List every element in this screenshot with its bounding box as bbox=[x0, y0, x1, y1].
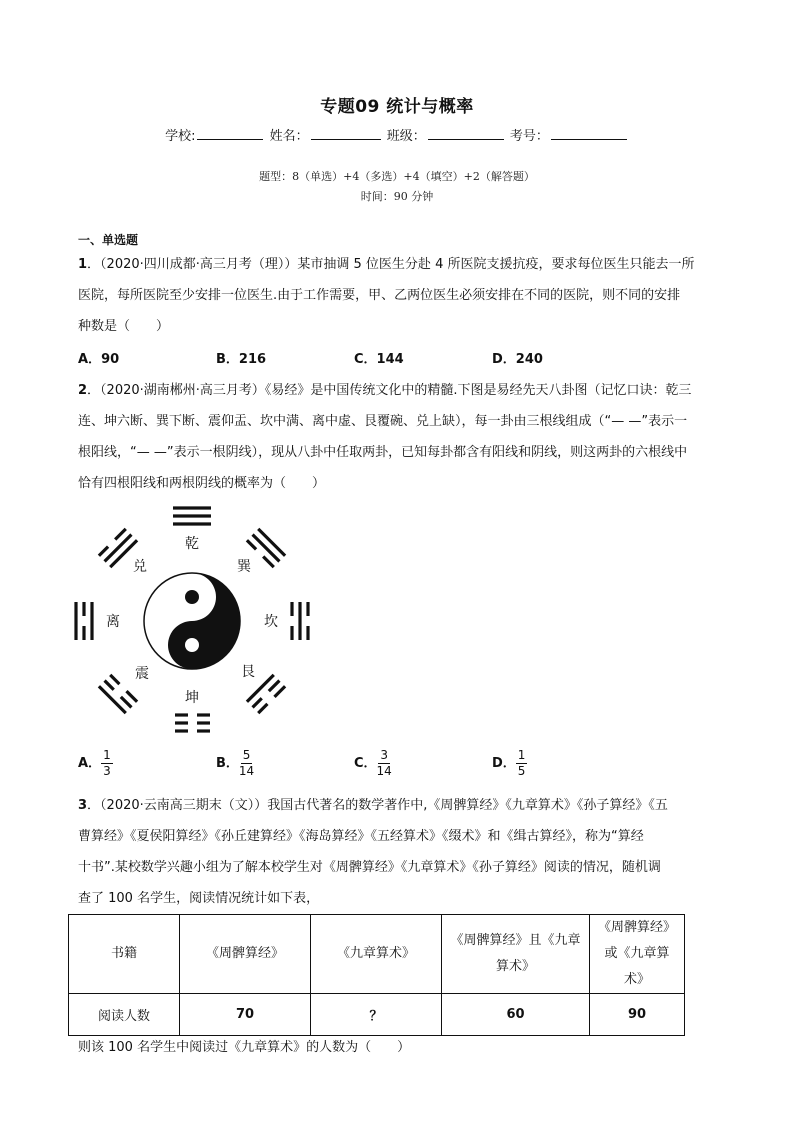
trigram-dui-lines bbox=[99, 529, 137, 567]
school-label: 学校: bbox=[165, 129, 196, 144]
section-title: 一、单选题 bbox=[78, 233, 139, 247]
question-3-line-3: 十书”.某校数学兴趣小组为了解本校学生对《周髀算经》《九章算术》《孙子算经》阅读的情况，随机调 bbox=[78, 860, 661, 875]
question-types: 题型：8（单选）+4（多选）+4（填空）+2（解答题） bbox=[259, 170, 535, 183]
question-2-line-2: 连、坤六断、巽下断、震仰盂、坎中满、离中虚、艮覆碗、兑上缺），每一卦由三根线组成（“— —”表示一 bbox=[78, 414, 688, 429]
student-info-line bbox=[0, 125, 794, 144]
trigram-qian-lines bbox=[173, 508, 211, 524]
table-row-label: 阅读人数 bbox=[69, 994, 180, 1036]
question-1-line-3: 种数是（ ） bbox=[78, 319, 170, 334]
trigram-label-gen: 艮 bbox=[241, 664, 255, 680]
question-1 bbox=[78, 249, 718, 342]
exam-no-blank[interactable] bbox=[551, 127, 627, 140]
question-2 bbox=[78, 375, 718, 499]
exam-time: 时间：90 分钟 bbox=[360, 190, 434, 203]
trigram-li-lines bbox=[76, 602, 92, 640]
trigram-zhen-lines bbox=[99, 675, 137, 713]
trigram-label-li: 离 bbox=[106, 614, 120, 630]
question-1-line-2: 医院，每所医院至少安排一位医生.由于工作需要，甲、乙两位医生必须安排在不同的医院，则不同的安排 bbox=[78, 288, 681, 303]
q2-option-c[interactable]: C． $\frac{3}{14}$ bbox=[354, 748, 392, 778]
question-2-line-1: 2．（2020·湖南郴州·高三月考）《易经》是中国传统文化中的精髓.下图是易经先天八卦图（记忆口诀：乾三 bbox=[78, 383, 692, 398]
table-header-cell: 书籍 bbox=[69, 915, 180, 994]
trigram-label-dui: 兑 bbox=[133, 559, 147, 575]
table-header-cell: 《九章算术》 bbox=[311, 915, 442, 994]
school-blank[interactable] bbox=[197, 127, 263, 140]
trigram-kan-lines bbox=[292, 602, 308, 640]
table-row bbox=[69, 994, 685, 1036]
exam-no-label: 考号： bbox=[509, 129, 549, 144]
table-header-row bbox=[69, 915, 685, 994]
trigram-xun-lines bbox=[247, 529, 285, 567]
class-blank[interactable] bbox=[428, 127, 504, 140]
trigram-kun-lines bbox=[175, 715, 210, 731]
name-blank[interactable] bbox=[311, 127, 381, 140]
q1-option-a[interactable]: A．90 bbox=[78, 352, 120, 367]
table-cell: 60 bbox=[442, 994, 590, 1036]
q1-option-d[interactable]: D．240 bbox=[492, 352, 543, 367]
table-header-cell: 《周髀算经》且《九章算术》 bbox=[442, 915, 590, 994]
table-cell: 90 bbox=[590, 994, 685, 1036]
table-cell: ？ bbox=[311, 994, 442, 1036]
reading-stats-table bbox=[68, 914, 685, 1036]
trigram-label-kun: 坤 bbox=[185, 690, 199, 706]
question-3 bbox=[78, 790, 718, 914]
question-2-line-3: 根阳线，“— —”表示一根阴线），现从八卦中任取两卦，已知每卦都含有阳线和阴线，则这两卦的六根线中 bbox=[78, 445, 688, 460]
class-label: 班级： bbox=[386, 129, 426, 144]
trigram-label-xun: 巽 bbox=[237, 559, 251, 575]
q2-option-d[interactable]: D． $\frac{1}{5}$ bbox=[492, 748, 526, 778]
question-1-line-1: 1．（2020·四川成都·高三月考（理））某市抽调 5 位医生分赴 4 所医院支援抗疫，要求每位医生只能去一所 bbox=[78, 257, 695, 272]
table-header-cell: 《周髀算经》 bbox=[180, 915, 311, 994]
q1-option-c[interactable]: C．144 bbox=[354, 352, 404, 367]
table-cell: 70 bbox=[180, 994, 311, 1036]
q1-option-b[interactable]: B．216 bbox=[216, 352, 267, 367]
trigram-gen-lines bbox=[247, 675, 285, 713]
question-3-line-4: 查了 100 名学生，阅读情况统计如下表， bbox=[78, 891, 320, 906]
bagua-diagram bbox=[60, 498, 330, 748]
page-title: 专题09 统计与概率 bbox=[320, 97, 474, 117]
trigram-label-kan: 坎 bbox=[264, 614, 278, 630]
question-3-line-2: 曹算经》《夏侯阳算经》《孙丘建算经》《海岛算经》《五经算术》《缀术》和《缉古算经》，称为“算经 bbox=[78, 829, 644, 844]
name-label: 姓名： bbox=[269, 129, 309, 144]
trigram-label-zhen: 震 bbox=[135, 666, 149, 682]
trigram-label-qian: 乾 bbox=[185, 536, 199, 552]
yin-yang-icon bbox=[144, 573, 240, 669]
question-3-line-1: 3．（2020·云南高三期末（文））我国古代著名的数学著作中,《周髀算经》《九章算术》《孙子算经》《五 bbox=[78, 798, 668, 813]
question-2-line-4: 恰有四根阳线和两根阴线的概率为（ ） bbox=[78, 476, 326, 491]
table-header-cell: 《周髀算经》或《九章算术》 bbox=[590, 915, 685, 994]
q2-option-a[interactable]: A． $\frac{1}{3}$ bbox=[78, 748, 111, 778]
q2-option-b[interactable]: B． $\frac{5}{14}$ bbox=[216, 748, 255, 778]
question-3-footer: 则该 100 名学生中阅读过《九章算术》的人数为（ ） bbox=[78, 1040, 411, 1055]
